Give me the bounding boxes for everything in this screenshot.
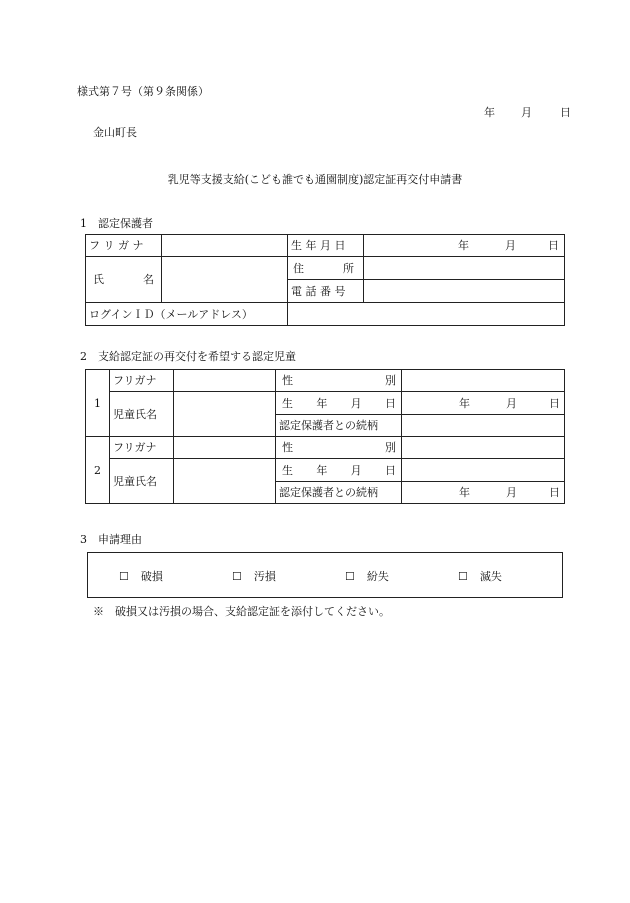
child1-birth-label-1: 生 bbox=[282, 396, 293, 410]
guardian-address-label-part1: 住 bbox=[293, 261, 304, 275]
child2-sex-label-part1: 性 bbox=[282, 441, 293, 454]
child1-birth-label-3: 月 bbox=[350, 396, 362, 410]
child2-sex-label bbox=[276, 437, 402, 459]
child1-sex-label-part1: 性 bbox=[282, 374, 293, 387]
reason-option-soiled[interactable] bbox=[232, 570, 276, 583]
date-day-label: 日 bbox=[560, 106, 571, 119]
guardian-furigana-field[interactable] bbox=[162, 235, 288, 257]
child2-birth-label-1: 生 bbox=[282, 463, 293, 477]
reason-box bbox=[87, 552, 563, 598]
section1-heading: 1 認定保護者 bbox=[80, 217, 153, 230]
guardian-address-label bbox=[288, 257, 364, 280]
reason-option-destroyed[interactable] bbox=[458, 570, 502, 583]
document-title: 乳児等支援支給(こども誰でも通園制度)認定証再交付申請書 bbox=[167, 173, 463, 186]
addressee: 金山町長 bbox=[93, 126, 137, 139]
guardian-birth-day: 日 bbox=[548, 239, 559, 252]
child2-furigana-field[interactable] bbox=[174, 437, 276, 459]
guardian-name-label bbox=[86, 257, 162, 303]
reason-label: 汚損 bbox=[253, 570, 276, 583]
attachment-note: ※ 破損又は汚損の場合、支給認定証を添付してください。 bbox=[93, 605, 390, 618]
guardian-table bbox=[85, 234, 565, 326]
guardian-birthdate-label: 生 年 月 日 bbox=[288, 235, 364, 257]
child2-birth-label-2: 年 bbox=[316, 463, 328, 477]
guardian-phone-label: 電 話 番 号 bbox=[288, 280, 364, 303]
checkbox-icon[interactable]: ☐ bbox=[119, 570, 129, 583]
child2-birthdate-field[interactable] bbox=[402, 459, 565, 482]
child2-sex-label-part2: 別 bbox=[385, 441, 396, 454]
reason-label: 滅失 bbox=[479, 570, 502, 583]
child1-relation-label: 認定保護者との続柄 bbox=[276, 415, 402, 437]
guardian-phone-field[interactable] bbox=[364, 280, 565, 303]
reason-option-damaged[interactable] bbox=[119, 570, 163, 583]
child2-name-label: 児童氏名 bbox=[110, 459, 174, 504]
guardian-name-label-part2: 名 bbox=[143, 273, 154, 286]
section3-heading: 3 申請理由 bbox=[80, 533, 142, 546]
child1-index: 1 bbox=[86, 370, 110, 437]
child1-sex-field[interactable] bbox=[402, 370, 565, 392]
guardian-login-label: ログインＩＤ（メールアドレス） bbox=[86, 303, 288, 326]
child2-furigana-label: フリガナ bbox=[110, 437, 174, 459]
checkbox-icon[interactable]: ☐ bbox=[345, 570, 355, 583]
section2-heading: 2 支給認定証の再交付を希望する認定児童 bbox=[80, 350, 296, 363]
child2-relation-day: 日 bbox=[549, 486, 560, 499]
child2-sex-field[interactable] bbox=[402, 437, 565, 459]
child1-sex-label bbox=[276, 370, 402, 392]
child2-birth-label-4: 日 bbox=[384, 463, 396, 477]
guardian-name-field[interactable] bbox=[162, 257, 288, 303]
children-table bbox=[85, 369, 565, 504]
child1-birthdate-field[interactable] bbox=[402, 392, 565, 415]
child1-birthdate-label bbox=[276, 392, 402, 415]
child2-relation-year: 年 bbox=[459, 486, 470, 499]
form-number: 様式第７号（第９条関係） bbox=[77, 85, 209, 98]
child2-birthdate-label bbox=[276, 459, 402, 482]
child1-name-label: 児童氏名 bbox=[110, 392, 174, 437]
child1-furigana-label: フリガナ bbox=[110, 370, 174, 392]
child2-relation-label: 認定保護者との続柄 bbox=[276, 482, 402, 504]
child2-birth-label-3: 月 bbox=[350, 463, 362, 477]
child2-relation-month: 月 bbox=[506, 486, 517, 499]
child1-relation-field[interactable] bbox=[402, 415, 565, 437]
guardian-address-label-part2: 所 bbox=[343, 261, 354, 275]
child2-name-field[interactable] bbox=[174, 459, 276, 504]
child1-furigana-field[interactable] bbox=[174, 370, 276, 392]
child1-birth-year: 年 bbox=[459, 396, 470, 410]
child1-birth-label-2: 年 bbox=[316, 396, 328, 410]
checkbox-icon[interactable]: ☐ bbox=[232, 570, 242, 583]
reason-label: 破損 bbox=[140, 570, 163, 583]
date-month-label: 月 bbox=[521, 106, 532, 119]
child1-birth-label-4: 日 bbox=[384, 396, 396, 410]
reason-option-lost[interactable] bbox=[345, 570, 389, 583]
guardian-birth-month: 月 bbox=[505, 239, 516, 252]
guardian-furigana-label: フ リ ガ ナ bbox=[86, 235, 162, 257]
reason-label: 紛失 bbox=[366, 570, 389, 583]
child1-sex-label-part2: 別 bbox=[385, 374, 396, 387]
guardian-birthdate-field[interactable] bbox=[364, 235, 565, 257]
guardian-login-field[interactable] bbox=[288, 303, 565, 326]
child1-name-field[interactable] bbox=[174, 392, 276, 437]
guardian-address-field[interactable] bbox=[364, 257, 565, 280]
child2-relation-field[interactable] bbox=[402, 482, 565, 504]
child1-birth-day: 日 bbox=[549, 396, 560, 410]
child1-birth-month: 月 bbox=[506, 396, 517, 410]
checkbox-icon[interactable]: ☐ bbox=[458, 570, 468, 583]
child2-index: 2 bbox=[86, 437, 110, 504]
guardian-birth-year: 年 bbox=[458, 239, 469, 252]
guardian-name-label-part1: 氏 bbox=[93, 273, 104, 286]
date-year-label: 年 bbox=[484, 106, 495, 119]
